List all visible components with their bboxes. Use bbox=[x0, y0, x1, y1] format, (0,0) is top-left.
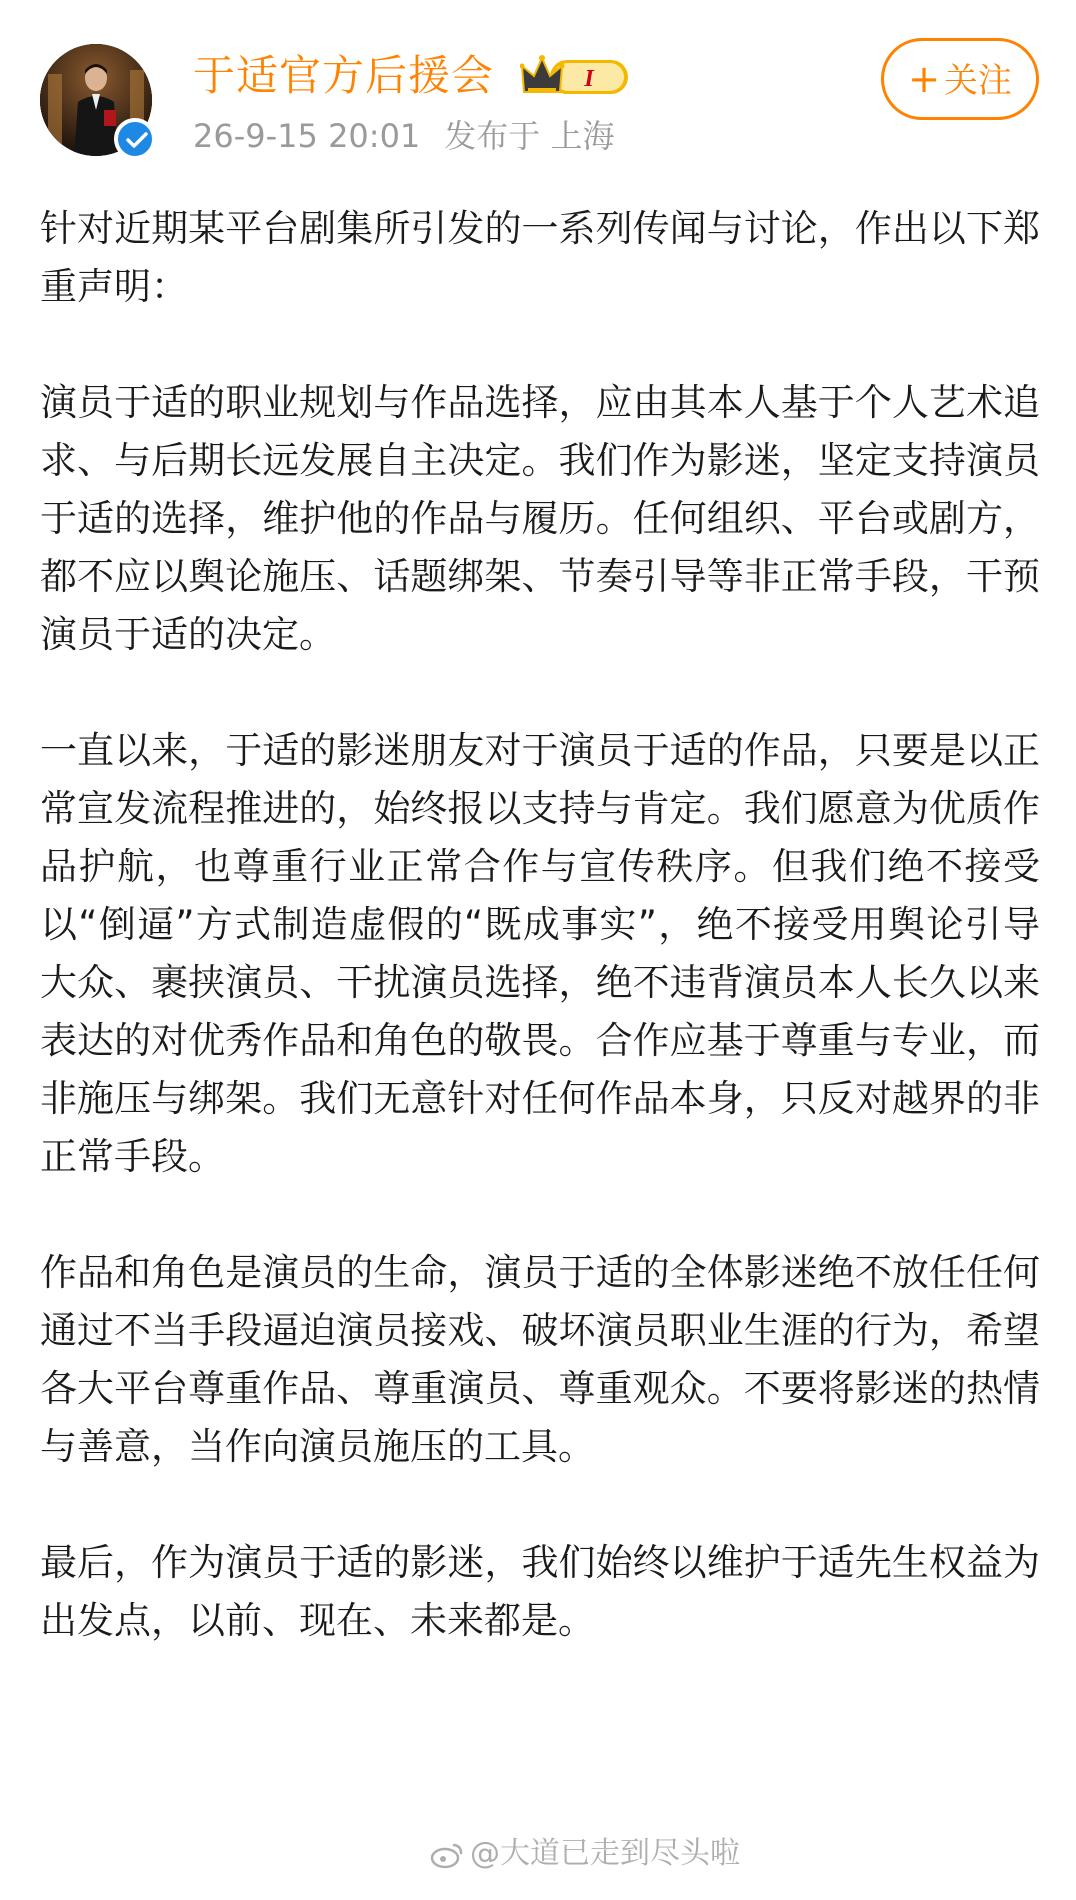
post-paragraph: 针对近期某平台剧集所引发的一系列传闻与讨论，作出以下郑重声明： bbox=[40, 207, 1040, 308]
post-paragraph: 最后，作为演员于适的影迷，我们始终以维护于适先生权益为出发点，以前、现在、未来都是。 bbox=[40, 1541, 1040, 1642]
rank-badge-label: I bbox=[584, 66, 594, 92]
plus-icon: + bbox=[908, 57, 940, 101]
post-meta bbox=[193, 112, 614, 160]
post-paragraph: 一直以来，于适的影迷朋友对于演员于适的作品，只要是以正常宣发流程推进的，始终报以支持与肯定。我们愿意为优质作品护航，也尊重行业正常合作与宣传秩序。但我们绝不接受以“倒逼”方式制造虚假的“既成事实”，绝不接受用舆论引导大众、裹挟演员、干扰演员选择，绝不违背演员本人长久以来表达的对优秀作品和角色的敬畏。合作应基于尊重与专业，而非施压与绑架。我们无意针对任何作品本身，只反对越界的非正常手段。 bbox=[40, 729, 1040, 1178]
follow-label: 关注 bbox=[943, 61, 1012, 101]
weibo-logo-icon bbox=[430, 1841, 464, 1869]
post-paragraph: 演员于适的职业规划与作品选择，应由其本人基于个人艺术追求、与后期长远发展自主决定。我们作为影迷，坚定支持演员于适的选择，维护他的作品与履历。任何组织、平台或剧方，都不应以舆论施压、话题绑架、节奏引导等非正常手段，干预演员于适的决定。 bbox=[40, 381, 1040, 656]
watermark bbox=[430, 1833, 740, 1875]
post-header bbox=[0, 0, 1076, 160]
post-location: 发布于 上海 bbox=[444, 117, 615, 155]
crown-rank-badge-icon[interactable] bbox=[520, 52, 632, 100]
author-name[interactable]: 于适官方后援会 bbox=[193, 51, 495, 100]
watermark-text: @大道已走到尽头啦 bbox=[470, 1836, 740, 1871]
post-paragraph: 作品和角色是演员的生命，演员于适的全体影迷绝不放任任何通过不当手段逼迫演员接戏、破坏演员职业生涯的行为，希望各大平台尊重作品、尊重演员、尊重观众。不要将影迷的热情与善意，当作向演员施压的工具。 bbox=[40, 1251, 1040, 1468]
verified-badge-icon bbox=[114, 118, 156, 160]
follow-button[interactable] bbox=[881, 38, 1039, 120]
post-timestamp: 26-9-15 20:01 bbox=[193, 117, 421, 155]
post-body bbox=[40, 200, 1040, 1650]
